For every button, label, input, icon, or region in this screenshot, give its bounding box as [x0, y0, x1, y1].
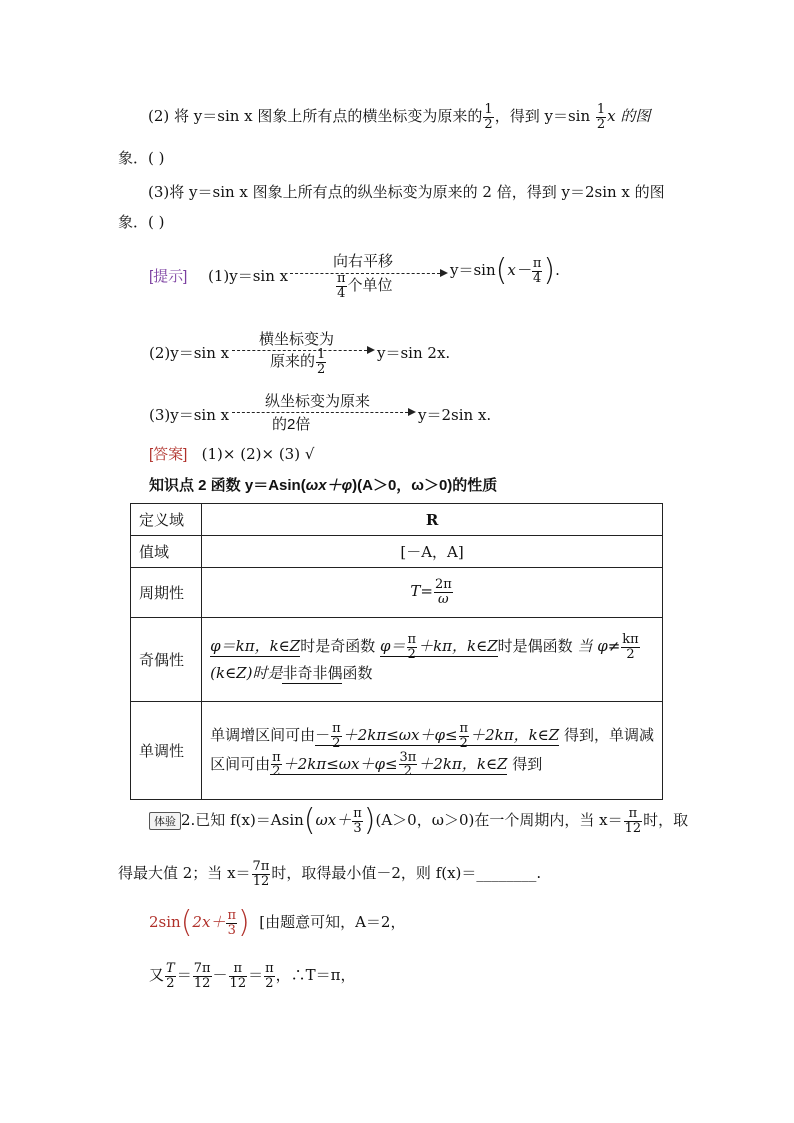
table-value: 单调增区间可由－ $\frac{\pi}{2}$ ＋2kπ≤ωx＋φ≤ $\frac{\pi}{2}$ ＋2kπ，k∈Z 得到，单调减 区间可由 $\frac{\pi}{2}$ ＋2kπ≤ωx＋φ≤ $\frac{3\pi}{2}$ ＋2kπ，k∈Z 得到 [202, 702, 663, 800]
hint-3-left: (3)y＝sin x [149, 406, 230, 424]
fraction: $\frac{1}{2}$ [596, 102, 606, 132]
table-value: T= $\frac{2\pi}{\omega}$ [202, 568, 663, 618]
hint-1-right: y＝sin(x－ $\frac{\pi}{4}$ ). [450, 253, 560, 288]
hint-3-arrow [232, 412, 408, 413]
hint-1-arrow-bottom: $\frac{\pi}{4}$ 个单位 [337, 271, 393, 301]
item-3-line1: (3)将 y＝sin x 图象上所有点的纵坐标变为原来的 2 倍，得到 y＝2sin x 的图 [148, 183, 665, 201]
item-2-line2: 象．( ) [118, 149, 165, 167]
table-value: [－A，A] [202, 536, 663, 568]
table-key: 单调性 [131, 702, 202, 800]
arrow-head-icon [440, 269, 448, 277]
hint-2-right: y＝sin 2x. [377, 344, 451, 362]
hint-1-left: (1)y＝sin x [208, 267, 289, 285]
table-value: φ＝kπ，k∈Z时是奇函数 φ＝ $\frac{\pi}{2}$ ＋kπ，k∈Z时是偶函数 当 φ≠ $\frac{k\pi}{2}$ (k∈Z)时是非奇非偶函数 [202, 618, 663, 702]
table-key: 奇偶性 [131, 618, 202, 702]
properties-table [130, 503, 663, 800]
exercise-line1: 体验 2.已知 f(x)＝Asin(ωx＋ $\frac{\pi}{3}$ )(A＞0，ω＞0)在一个周期内，当 x＝ $\frac{\pi}{12}$ 时，取 [149, 806, 688, 836]
hint-2-arrow-top: 横坐标变为 [259, 331, 335, 348]
table-value: R [202, 504, 663, 536]
exercise-tag: 体验 [149, 812, 181, 830]
table-row [131, 536, 663, 568]
table-key: 周期性 [131, 568, 202, 618]
hint-3-arrow-bottom: 的2倍 [272, 416, 311, 433]
solution-line2: 又 $\frac{T}{2}$ ＝ $\frac{7\pi}{12}$ － $\frac{\pi}{12}$ ＝ $\frac{\pi}{2}$ ，∴T＝π， [149, 961, 356, 991]
item-2-line1: (2) 将 y＝sin x 图象上所有点的横坐标变为原来的 $\frac{1}{2}$ ，得到 y＝sin $\frac{1}{2}$ x 的图 [148, 102, 651, 132]
hint-3-arrow-top: 纵坐标变为原来 [265, 393, 371, 410]
hint-label: [提示] [149, 268, 188, 285]
table-row [131, 618, 663, 702]
kp2-title: 知识点 2 函数 y＝Asin(ωx＋φ)(A＞0，ω＞0)的性质 [149, 477, 498, 494]
exercise-line2: 得最大值 2；当 x＝ $\frac{7\pi}{12}$ 时，取得最小值－2，则 f(x)＝________. [118, 859, 542, 889]
table-row [131, 702, 663, 800]
table-row [131, 568, 663, 618]
arrow-head-icon [367, 346, 375, 354]
table-key: 值域 [131, 536, 202, 568]
answer-line: [答案] (1)× (2)× (3) √ [149, 445, 315, 463]
table-key: 定义域 [131, 504, 202, 536]
hint-2-arrow-bottom: 原来的 $\frac{1}{2}$ [270, 347, 326, 377]
solution-line1: 2sin(2x＋ $\frac{\pi}{3}$ ) [由题意可知，A＝2， [149, 905, 406, 940]
table-row [131, 504, 663, 536]
hint-2-left: (2)y＝sin x [149, 344, 230, 362]
fraction: $\frac{1}{2}$ [484, 102, 493, 132]
item-3-line2: 象．( ) [118, 213, 165, 231]
arrow-head-icon [408, 408, 416, 416]
hint-1-arrow-top: 向右平移 [333, 253, 394, 270]
hint-3-right: y＝2sin x. [418, 406, 492, 424]
